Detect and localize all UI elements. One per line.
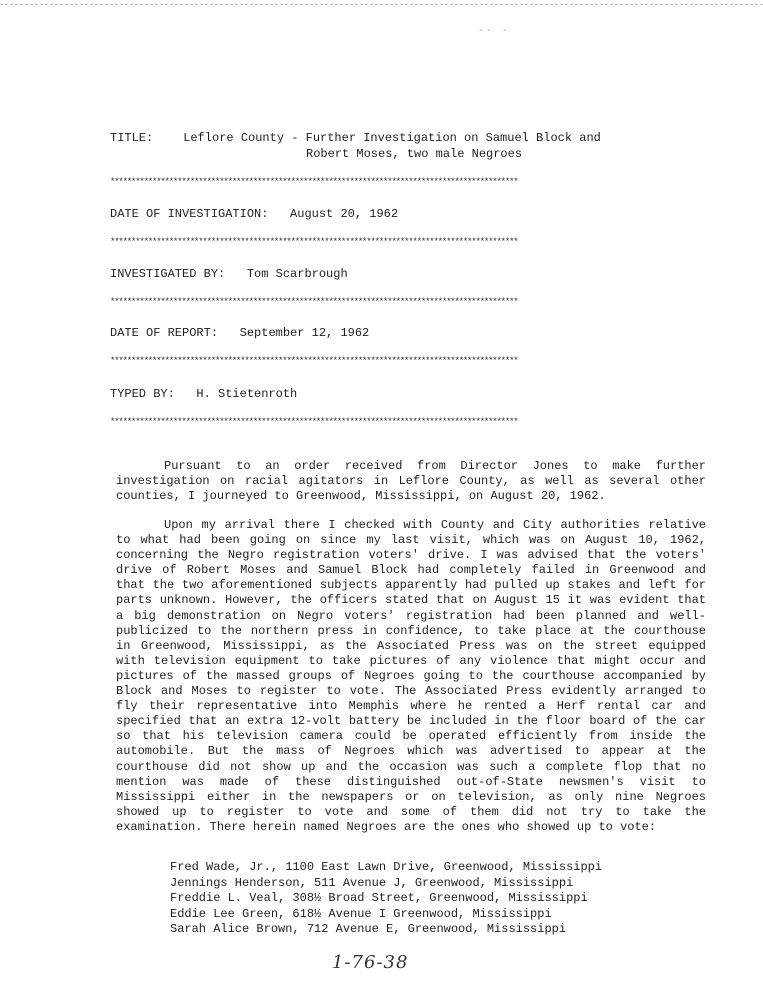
list-item: Fred Wade, Jr., 1100 East Lawn Drive, Greenwood, Mississippi <box>170 860 603 874</box>
paragraph-1-text: Pursuant to an order received from Director Jones to make further investigation on racial agitators in Leflore County, as well as several other counties, I journeyed to Greenwood, Mississippi, on August 20, 1962. <box>116 459 706 504</box>
title-label: TITLE: <box>110 131 154 145</box>
date-of-investigation-value: August 20, 1962 <box>290 207 399 221</box>
separator-line: ************************************************************************************************* <box>110 297 518 307</box>
list-item: Freddie L. Veal, 308½ Broad Street, Greenwood, Mississippi <box>170 891 588 905</box>
handwritten-page-number: 1-76-38 <box>332 952 409 973</box>
title-line-1: Leflore County - Further Investigation on Samuel Block and <box>183 131 601 145</box>
top-mark: -- - <box>478 26 511 37</box>
list-item: Sarah Alice Brown, 712 Avenue E, Greenwood, Mississippi <box>170 922 567 936</box>
investigated-by-row <box>110 267 348 281</box>
date-of-report-value: September 12, 1962 <box>239 326 370 340</box>
report-title <box>110 130 601 162</box>
date-of-report-label: DATE OF REPORT: <box>110 326 219 340</box>
paragraph-2 <box>116 518 706 835</box>
date-of-report-row <box>110 326 369 340</box>
typed-by-value: H. Stietenroth <box>196 387 298 401</box>
investigated-by-label: INVESTIGATED BY: <box>110 267 226 281</box>
list-item: Jennings Henderson, 511 Avenue J, Greenwood, Mississippi <box>170 875 574 890</box>
registrant-list <box>170 860 602 938</box>
paragraph-1 <box>116 459 706 504</box>
separator-line: ************************************************************************************************* <box>110 237 518 247</box>
list-item: Eddie Lee Green, 618½ Avenue I Greenwood, Mississippi <box>170 906 552 921</box>
investigated-by-value: Tom Scarbrough <box>246 267 348 281</box>
top-perforation-line <box>0 4 763 5</box>
paragraph-2-text: Upon my arrival there I checked with County and City authorities relative to what had been going on since my last visit, which was on August 10, 1962, concerning the Negro registration voters' drive. I was advised that the voters' drive of Robert Moses and Samuel Block had completely failed in Greenwood and that the two aforementioned subjects apparently had pulled up stakes and left for parts unknown. However, the officers stated that on August 15 it was evident that a big demonstration on Negro voters' registration had been planned and well-publicized to the northern press in confidence, to take place at the courthouse in Greenwood, Mississippi, as the Associated Press was on the street equipped with television equipment to take pictures of any violence that might occur and pictures of the massed groups of Negroes going to the courthouse accompanied by Block and Moses to register to vote. The Associated Press evidently arranged to fly their representative into Memphis where he rented a Herf rental car and specified that an extra 12-volt battery be included in the floor board of the car so that his television camera could be operated efficiently from inside the automobile. But the mass of Negroes which was advertised to appear at the courthouse did not show up and the occasion was such a complete flop that no mention was made of these distinguished out-of-State newsmen's visit to Mississippi either in the newspapers or on television, as only nine Negroes showed up to register to vote and some of them did not try to take the examination. There herein named Negroes are the ones who showed up to vote: <box>116 518 706 834</box>
title-line-2: Robert Moses, two male Negroes <box>306 147 523 161</box>
separator-line: ************************************************************************************************* <box>110 356 518 366</box>
date-of-investigation-row <box>110 207 398 221</box>
typed-by-row <box>110 387 297 401</box>
date-of-investigation-label: DATE OF INVESTIGATION: <box>110 207 269 221</box>
typed-by-label: TYPED BY: <box>110 387 175 401</box>
separator-line: ************************************************************************************************* <box>110 177 518 187</box>
separator-line: ************************************************************************************************* <box>110 417 518 427</box>
